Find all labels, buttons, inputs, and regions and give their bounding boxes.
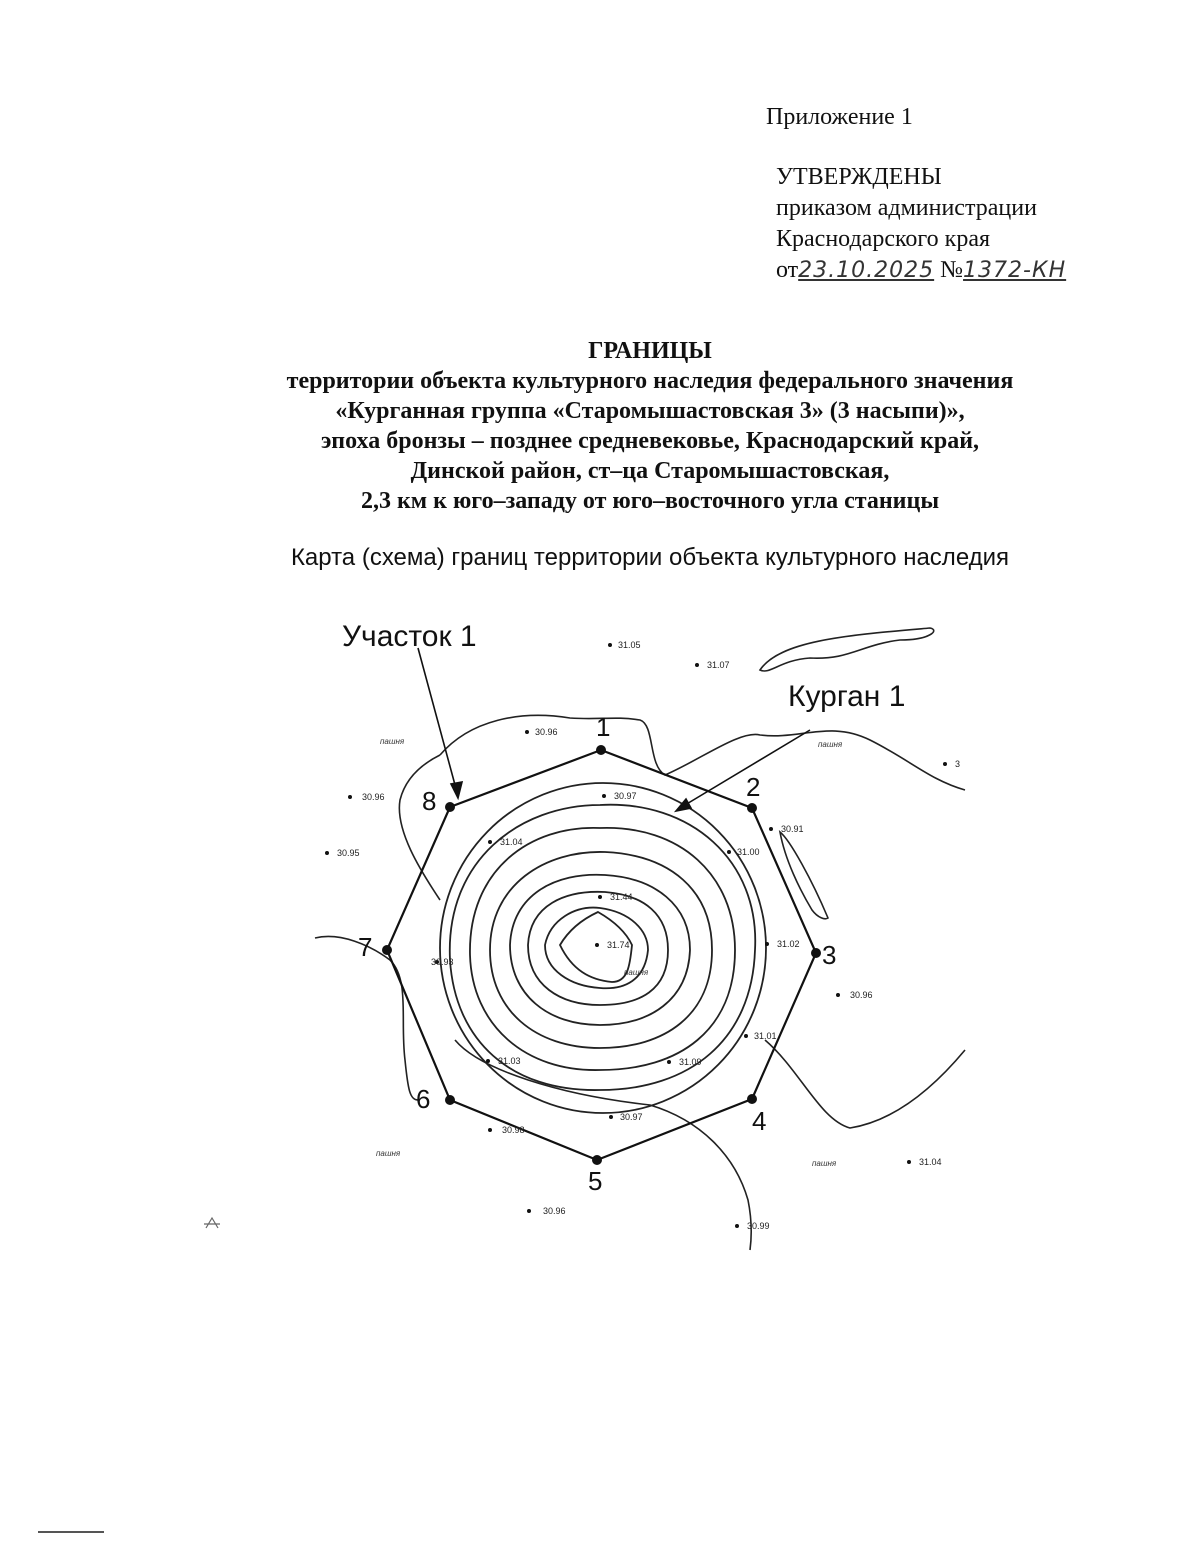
vertex-label-4: 4 [752,1106,767,1136]
svg-text:30.95: 30.95 [337,848,360,858]
relief-lines [315,628,965,1250]
vertex-label-8: 8 [422,786,437,816]
elevation-point [907,1157,942,1167]
vertex-point-1 [596,745,606,755]
vertex-point-3 [811,948,821,958]
land-label: пашня [624,968,649,977]
elevation-point [486,1056,521,1066]
document-title [200,336,1100,516]
plot-leader-line [418,648,458,796]
contour-southeast [765,1040,965,1128]
elevation-point [727,847,760,857]
svg-text:30.98: 30.98 [502,1125,525,1135]
elevation-point [667,1057,702,1067]
date-prefix: от [776,257,799,283]
land-label: пашня [376,1149,401,1158]
elevation-point [836,990,873,1000]
land-label: пашня [380,737,405,746]
plot-label: Участок 1 [342,620,477,653]
footer-rule [38,1531,104,1533]
vertex-label-7: 7 [358,932,373,962]
vertex-point-7 [382,945,392,955]
map-caption: Карта (схема) границ территории объекта культурного наследия [290,544,1010,571]
elevation-point [595,940,630,950]
elevation-point [744,1031,777,1041]
mound-leader-line [680,730,810,808]
contour-south [455,1040,751,1250]
svg-text:30.96: 30.96 [535,727,558,737]
title-line-5: 2,3 км к юго–западу от юго–восточного угла станицы [360,488,940,514]
mound-ring-4 [490,852,712,1048]
title-line-4: Динской район, ст–ца Старомышастовская, [410,458,890,484]
elevation-point [598,892,633,902]
vertex-label-2: 2 [746,772,761,802]
elevation-point [488,1125,525,1135]
approval-block [776,162,1066,286]
elevation-point [602,791,637,801]
vertex-labels [358,712,836,1196]
svg-text:31.00: 31.00 [737,847,760,857]
approved-label: УТВЕРЖДЕНЫ [776,164,942,190]
elevation-point [943,759,960,769]
title-line-2: «Курганная группа «Старомышастовская 3» (3 насыпи)», [335,398,965,424]
plot-arrow-head [451,782,462,798]
svg-text:30.97: 30.97 [614,791,637,801]
elevation-point [769,824,804,834]
vertex-label-5: 5 [588,1166,603,1196]
elevation-point [348,792,385,802]
elevation-point [527,1206,566,1216]
boundary-map [0,600,1200,1260]
title-line-1: территории объекта культурного наследия федерального значения [286,368,1014,394]
svg-text:31.04: 31.04 [500,837,523,847]
vertex-point-8 [445,802,455,812]
svg-text:31.07: 31.07 [707,660,730,670]
vertex-label-1: 1 [596,712,611,742]
svg-text:30.96: 30.96 [362,792,385,802]
number-prefix: № [940,257,964,283]
region-label: Краснодарского края [776,226,991,252]
svg-text:30.96: 30.96 [850,990,873,1000]
title-heading: ГРАНИЦЫ [588,338,712,364]
svg-text:30.96: 30.96 [543,1206,566,1216]
svg-text:31.44: 31.44 [610,892,633,902]
svg-text:31.09: 31.09 [679,1057,702,1067]
land-label: пашня [812,1159,837,1168]
vertex-label-3: 3 [822,940,837,970]
land-use-labels [376,737,843,1168]
ditch-outline [780,832,828,919]
vertex-point-5 [592,1155,602,1165]
vertex-label-6: 6 [416,1084,431,1114]
elevation-point [431,957,454,967]
mound-label: Курган 1 [788,680,906,713]
elevation-point [608,640,641,650]
elevation-point [325,848,360,858]
elevation-point [525,727,558,737]
svg-text:31.04: 31.04 [919,1157,942,1167]
svg-text:31.02: 31.02 [777,939,800,949]
pond-outline [760,628,934,671]
svg-text:31.03: 31.03 [498,1056,521,1066]
svg-text:31.05: 31.05 [618,640,641,650]
elevation-point [765,939,800,949]
margin-mark [204,1218,220,1228]
land-label: пашня [818,740,843,749]
svg-text:30.99: 30.99 [747,1221,770,1231]
order-date-line [776,255,1066,286]
svg-text:30.91: 30.91 [781,824,804,834]
appendix-label: Приложение 1 [766,104,913,130]
svg-text:31.01: 31.01 [754,1031,777,1041]
svg-text:3: 3 [955,759,961,769]
vertex-point-6 [445,1095,455,1105]
order-number: 1372-КН [963,258,1067,283]
vertex-point-2 [747,803,757,813]
svg-text:30.93: 30.93 [431,957,454,967]
svg-text:31.74: 31.74 [607,940,630,950]
order-label: приказом администрации [776,195,1037,221]
elevation-point [695,660,730,670]
contour-north [440,715,965,790]
order-date: 23.10.2025 [798,258,935,283]
vertex-point-4 [747,1094,757,1104]
elevation-point [735,1221,770,1231]
svg-text:30.97: 30.97 [620,1112,643,1122]
title-line-3: эпоха бронзы – позднее средневековье, Краснодарский край, [320,428,980,454]
